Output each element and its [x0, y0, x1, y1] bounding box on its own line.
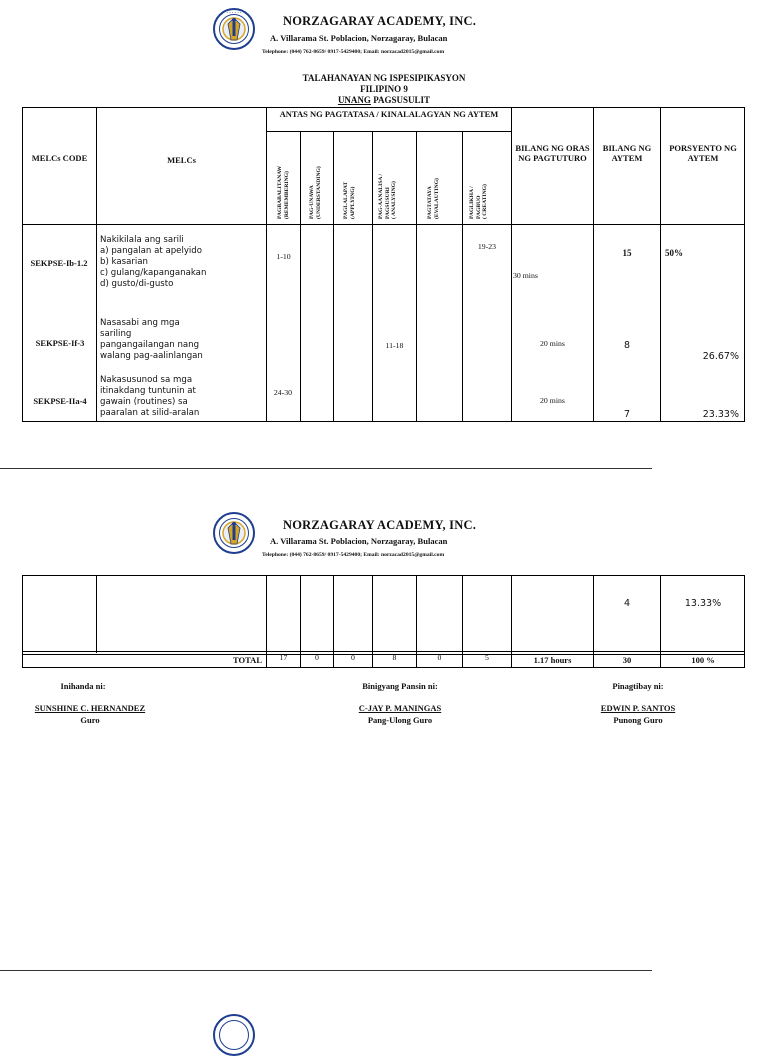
header-antas: ANTAS NG PAGTATASA / KINALALAGYAN NG AYTEM: [279, 109, 499, 119]
cell-remembering: 1-10: [276, 252, 291, 261]
total-porsyento: 100 %: [691, 655, 715, 665]
school-name: NORZAGARAY ACADEMY, INC.: [283, 518, 477, 532]
total-analysing: 8: [392, 653, 397, 662]
header-level-analysing: PAG-AANALISA / PAGSUSURI ( ANALYSING): [378, 173, 397, 219]
melc-description: Nasasabi ang mga sariling pangangailangan nang walang pag-aalinlangan: [100, 318, 203, 361]
total-understanding: 0: [315, 653, 319, 662]
melc-code: SEKPSE-IIa-4: [33, 396, 87, 406]
document-exam: [0, 95, 768, 105]
signature-role-prepared: Guro: [80, 715, 100, 725]
school-seal-icon: [213, 8, 255, 50]
signature-name-noted: C-JAY P. MANINGAS: [358, 703, 442, 713]
total-oras: 1.17 hours: [533, 655, 572, 665]
melc-description: Nakikilala ang sarili a) pangalan at apelyido b) kasarian c) gulang/kapanganakan d) gusto/di-gusto: [100, 235, 207, 289]
cell-porsyento: 23.33%: [702, 409, 739, 420]
page-break-line: [0, 970, 652, 971]
total-creating: 5: [485, 653, 489, 662]
header-porsyento: PORSYENTO NG AYTEM: [669, 143, 737, 163]
svg-text:• • • • • •: • • • • • •: [226, 10, 242, 15]
total-label: TOTAL: [233, 655, 262, 665]
cell-aytem: 8: [623, 340, 631, 351]
total-aytem: 30: [622, 655, 632, 665]
cell-analysing: 11-18: [385, 341, 404, 350]
signature-caption-prepared: Inihanda ni:: [60, 681, 106, 691]
total-remembering: 17: [279, 653, 288, 662]
signature-name-prepared: SUNSHINE C. HERNANDEZ: [34, 703, 146, 713]
header-melcs: MELCs: [167, 155, 196, 165]
total-applying: 0: [351, 653, 355, 662]
melc-description: Nakasusunod sa mga itinakdang tuntunin at gawain (routines) sa paaralan at silid-aralan: [100, 375, 200, 418]
signature-caption-approved: Pinagtibay ni:: [612, 681, 664, 691]
exam-suffix: PAGSUSULIT: [370, 95, 431, 105]
page-break-line: [0, 468, 652, 469]
header-oras: BILANG NG ORAS NG PAGTUTURO: [515, 143, 590, 163]
cell-aytem: 15: [622, 248, 632, 258]
header-level-applying: PAGLALAPAT (APPLYING): [343, 181, 356, 219]
cell-oras: 20 mins: [540, 339, 565, 348]
header-melcs-code: MELCs CODE: [31, 153, 88, 163]
cell-remembering: 24-30: [273, 388, 293, 397]
cell-aytem: 7: [623, 409, 631, 420]
total-evaluating: 0: [437, 653, 442, 662]
cell-porsyento: 26.67%: [702, 351, 739, 362]
signature-name-approved: EDWIN P. SANTOS: [600, 703, 676, 713]
document-title: TALAHANAYAN NG ISPESIPIKASYON: [302, 73, 466, 83]
cell-oras: 20 mins: [540, 396, 565, 405]
cell-creating: 19-23: [477, 242, 497, 251]
school-name: NORZAGARAY ACADEMY, INC.: [283, 14, 477, 28]
melc-code: SEKPSE-Ib-1.2: [30, 258, 88, 268]
header-level-understanding: PAG-UNAWA (UNDERSTANDING): [309, 166, 322, 219]
header-aytem: BILANG NG AYTEM: [602, 143, 652, 163]
header-level-evaluating: PAGTATAYA (EVALAUTING): [427, 178, 440, 219]
signature-caption-noted: Binigyang Pansin ni:: [362, 681, 438, 691]
exam-prefix: UNANG: [337, 95, 371, 105]
cell-porsyento: 50%: [665, 248, 683, 258]
cell-aytem: 4: [623, 598, 631, 609]
header-level-creating: PAGLIKHA / PAGBUO ( CREATING): [469, 184, 488, 219]
signature-role-approved: Punong Guro: [613, 715, 663, 725]
school-seal-icon: [213, 1014, 255, 1056]
school-contact: Telephone: (044) 762-8659/ 0917-5429400; Email: norzacad2015@gmail.com: [262, 552, 445, 558]
school-contact: Telephone: (044) 762-8659/ 0917-5429400; Email: norzacad2015@gmail.com: [262, 49, 445, 55]
school-address: A. Villarama St. Poblacion, Norzagaray, Bulacan: [270, 536, 448, 546]
header-level-remembering: PAGBABALITANAW (REMEMBERING): [277, 165, 290, 219]
cell-oras: 30 mins: [513, 271, 538, 280]
cell-porsyento: 13.33%: [684, 598, 722, 609]
school-address: A. Villarama St. Poblacion, Norzagaray, Bulacan: [270, 33, 448, 43]
melc-code: SEKPSE-If-3: [35, 338, 85, 348]
signature-role-noted: Pang-Ulong Guro: [367, 715, 433, 725]
school-seal-icon: [213, 512, 255, 554]
document-subject: FILIPINO 9: [360, 84, 408, 94]
